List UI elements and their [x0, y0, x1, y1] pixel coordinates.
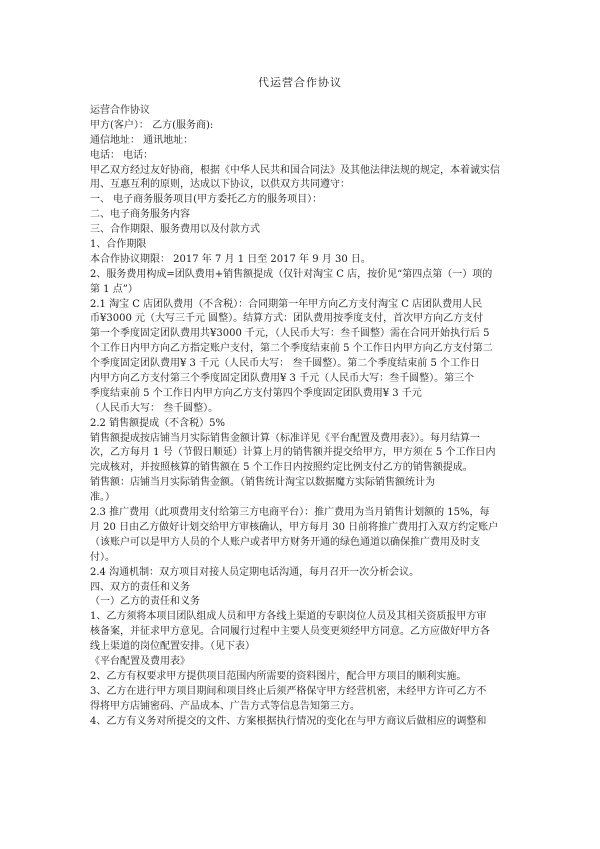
document-line: 付）。 — [90, 551, 115, 563]
document-line: 二、电子商务服务内容 — [90, 209, 190, 221]
document-line: 3、乙方在进行甲方项目期间和项目终止后须严格保守甲方经营机密，未经甲方许可乙方不 — [90, 685, 487, 697]
document-line: 甲乙双方经过友好协商，根据《中华人民共和国合同法》及其他法律法规的规定，本着诚实信 — [90, 164, 500, 176]
document-line: 电话： 电话： — [90, 149, 154, 161]
document-line: 月 20 日由乙方做好计划交给甲方审核确认，甲方每月 30 日前将推广费用打入双方约定账户 — [90, 521, 499, 533]
document-line: 销售额提成按店铺当月实际销售金额计算（标准详见《平台配置及费用表》）。每月结算一 — [90, 432, 480, 444]
document-line: 本合作协议期限： 2017 年 7 月 1 日至 2017 年 9 月 30 日。 — [90, 253, 371, 265]
document-line: 2.1 淘宝 C 店团队费用（不含税）：合同期第一年甲方向乙方支付淘宝 C 店团队费用人民 — [90, 298, 483, 310]
document-line: 四、双方的责任和义务 — [90, 581, 190, 593]
document-title: 代运营合作协议 — [258, 76, 342, 89]
document-line: 第一个季度固定团队费用共¥3000 千元，（人民币大写：叁千圆整）需在合同开始执行后 5 — [90, 328, 490, 340]
document-line: 通信地址： 通讯地址： — [90, 134, 194, 146]
document-line: 个工作日内甲方向乙方指定账户支付，第二个季度结束前 5 个工作日内甲方向乙方支付第二 — [90, 343, 493, 355]
document-line: 完成核对，并按照核算的销售额在 5 个工作日内按照约定比例支付乙方的销售额提成。 — [90, 462, 473, 474]
document-line: 1、合作期限 — [90, 239, 147, 251]
document-line: 运营合作协议 — [90, 105, 150, 116]
document-line: （一）乙方的责任和义务 — [90, 596, 200, 608]
document-line: 2、服务费用构成=团队费用+销售额提成（仅针对淘宝 C 店，按价见“第四点第（一）项的 — [90, 268, 493, 280]
document-line: 甲方(客户）： 乙方(服务商): — [90, 119, 214, 131]
document-line: 用、互惠互利的原则，达成以下协议，以供双方共同遵守： — [90, 179, 350, 191]
document-body — [90, 104, 510, 729]
document-line: 准。） — [90, 492, 115, 504]
document-line: 2.3 推广费用（此项费用支付给第三方电商平台）：推广费用为当月销售计划额的 15%，每 — [90, 507, 490, 519]
document-line: 个季度固定团队费用¥ 3 千元（人民币大写： 叁千圆整）。第二个季度结束前 5 个工作日 — [90, 358, 480, 370]
document-line: 三、合作期限、服务费用以及付款方式 — [90, 224, 260, 236]
document-line: 币¥3000 元（大写三千元 圆整）。结算方式：团队费用按季度支付，首次甲方向乙方支付 — [90, 313, 484, 325]
document-line: 4、乙方有义务对所提交的文件、方案根据执行情况的变化在与甲方商议后做相应的调整和 — [90, 715, 487, 727]
document-line: 内甲方向乙方支付第三个季度固定团队费用¥ 3 千元（人民币大写：叁千圆整）。第三个 — [90, 373, 475, 385]
document-line: 次，乙方每月 1 号（节假日顺延）计算上月的销售额并提交给甲方，甲方须在 5 个工作日内 — [90, 447, 496, 459]
document-line: 2.4 沟通机制：双方项目对接人员定期电话沟通，每月召开一次分析会议。 — [90, 566, 420, 578]
document-line: 得将甲方店铺密码、产品成本、广告方式等信息告知第三方。 — [90, 700, 360, 712]
document-line: 2、乙方有权要求甲方提供项目范围内所需要的资料图片，配合甲方项目的顺利实施。 — [90, 670, 467, 682]
document-line: 线上渠道的岗位配置安排。（见下表） — [90, 641, 255, 653]
document-line: （该账户可以是甲方人员的个人账户或者甲方财务开通的绿色通道以确保推广费用及时支 — [90, 536, 480, 548]
document-line: 1、乙方须将本项目团队组成人员和甲方各线上渠道的专职岗位人员及其相关资质报甲方审 — [90, 611, 487, 623]
document-line: 2.2 销售额提成（不含税）5% — [90, 417, 225, 429]
document-line: 销售额：店铺当月实际销售金额。（销售统计淘宝以数据魔方实际销售额统计为 — [90, 477, 435, 489]
document-line: 一、 电子商务服务项目(甲方委托乙方的服务项目）： — [90, 194, 323, 206]
document-line: 核备案，并征求甲方意见。合同履行过程中主要人员变更须经甲方同意。乙方应做好甲方各 — [90, 626, 490, 638]
document-line: （人民币大写： 叁千圆整）。 — [90, 402, 219, 414]
document-line: 第 1 点”） — [90, 283, 138, 295]
document-line: 《平台配置及费用表》 — [90, 655, 190, 667]
document-line: 季度结束前 5 个工作日内甲方向乙方支付第四个季度固定团队费用¥ 3 千元 — [90, 387, 422, 399]
